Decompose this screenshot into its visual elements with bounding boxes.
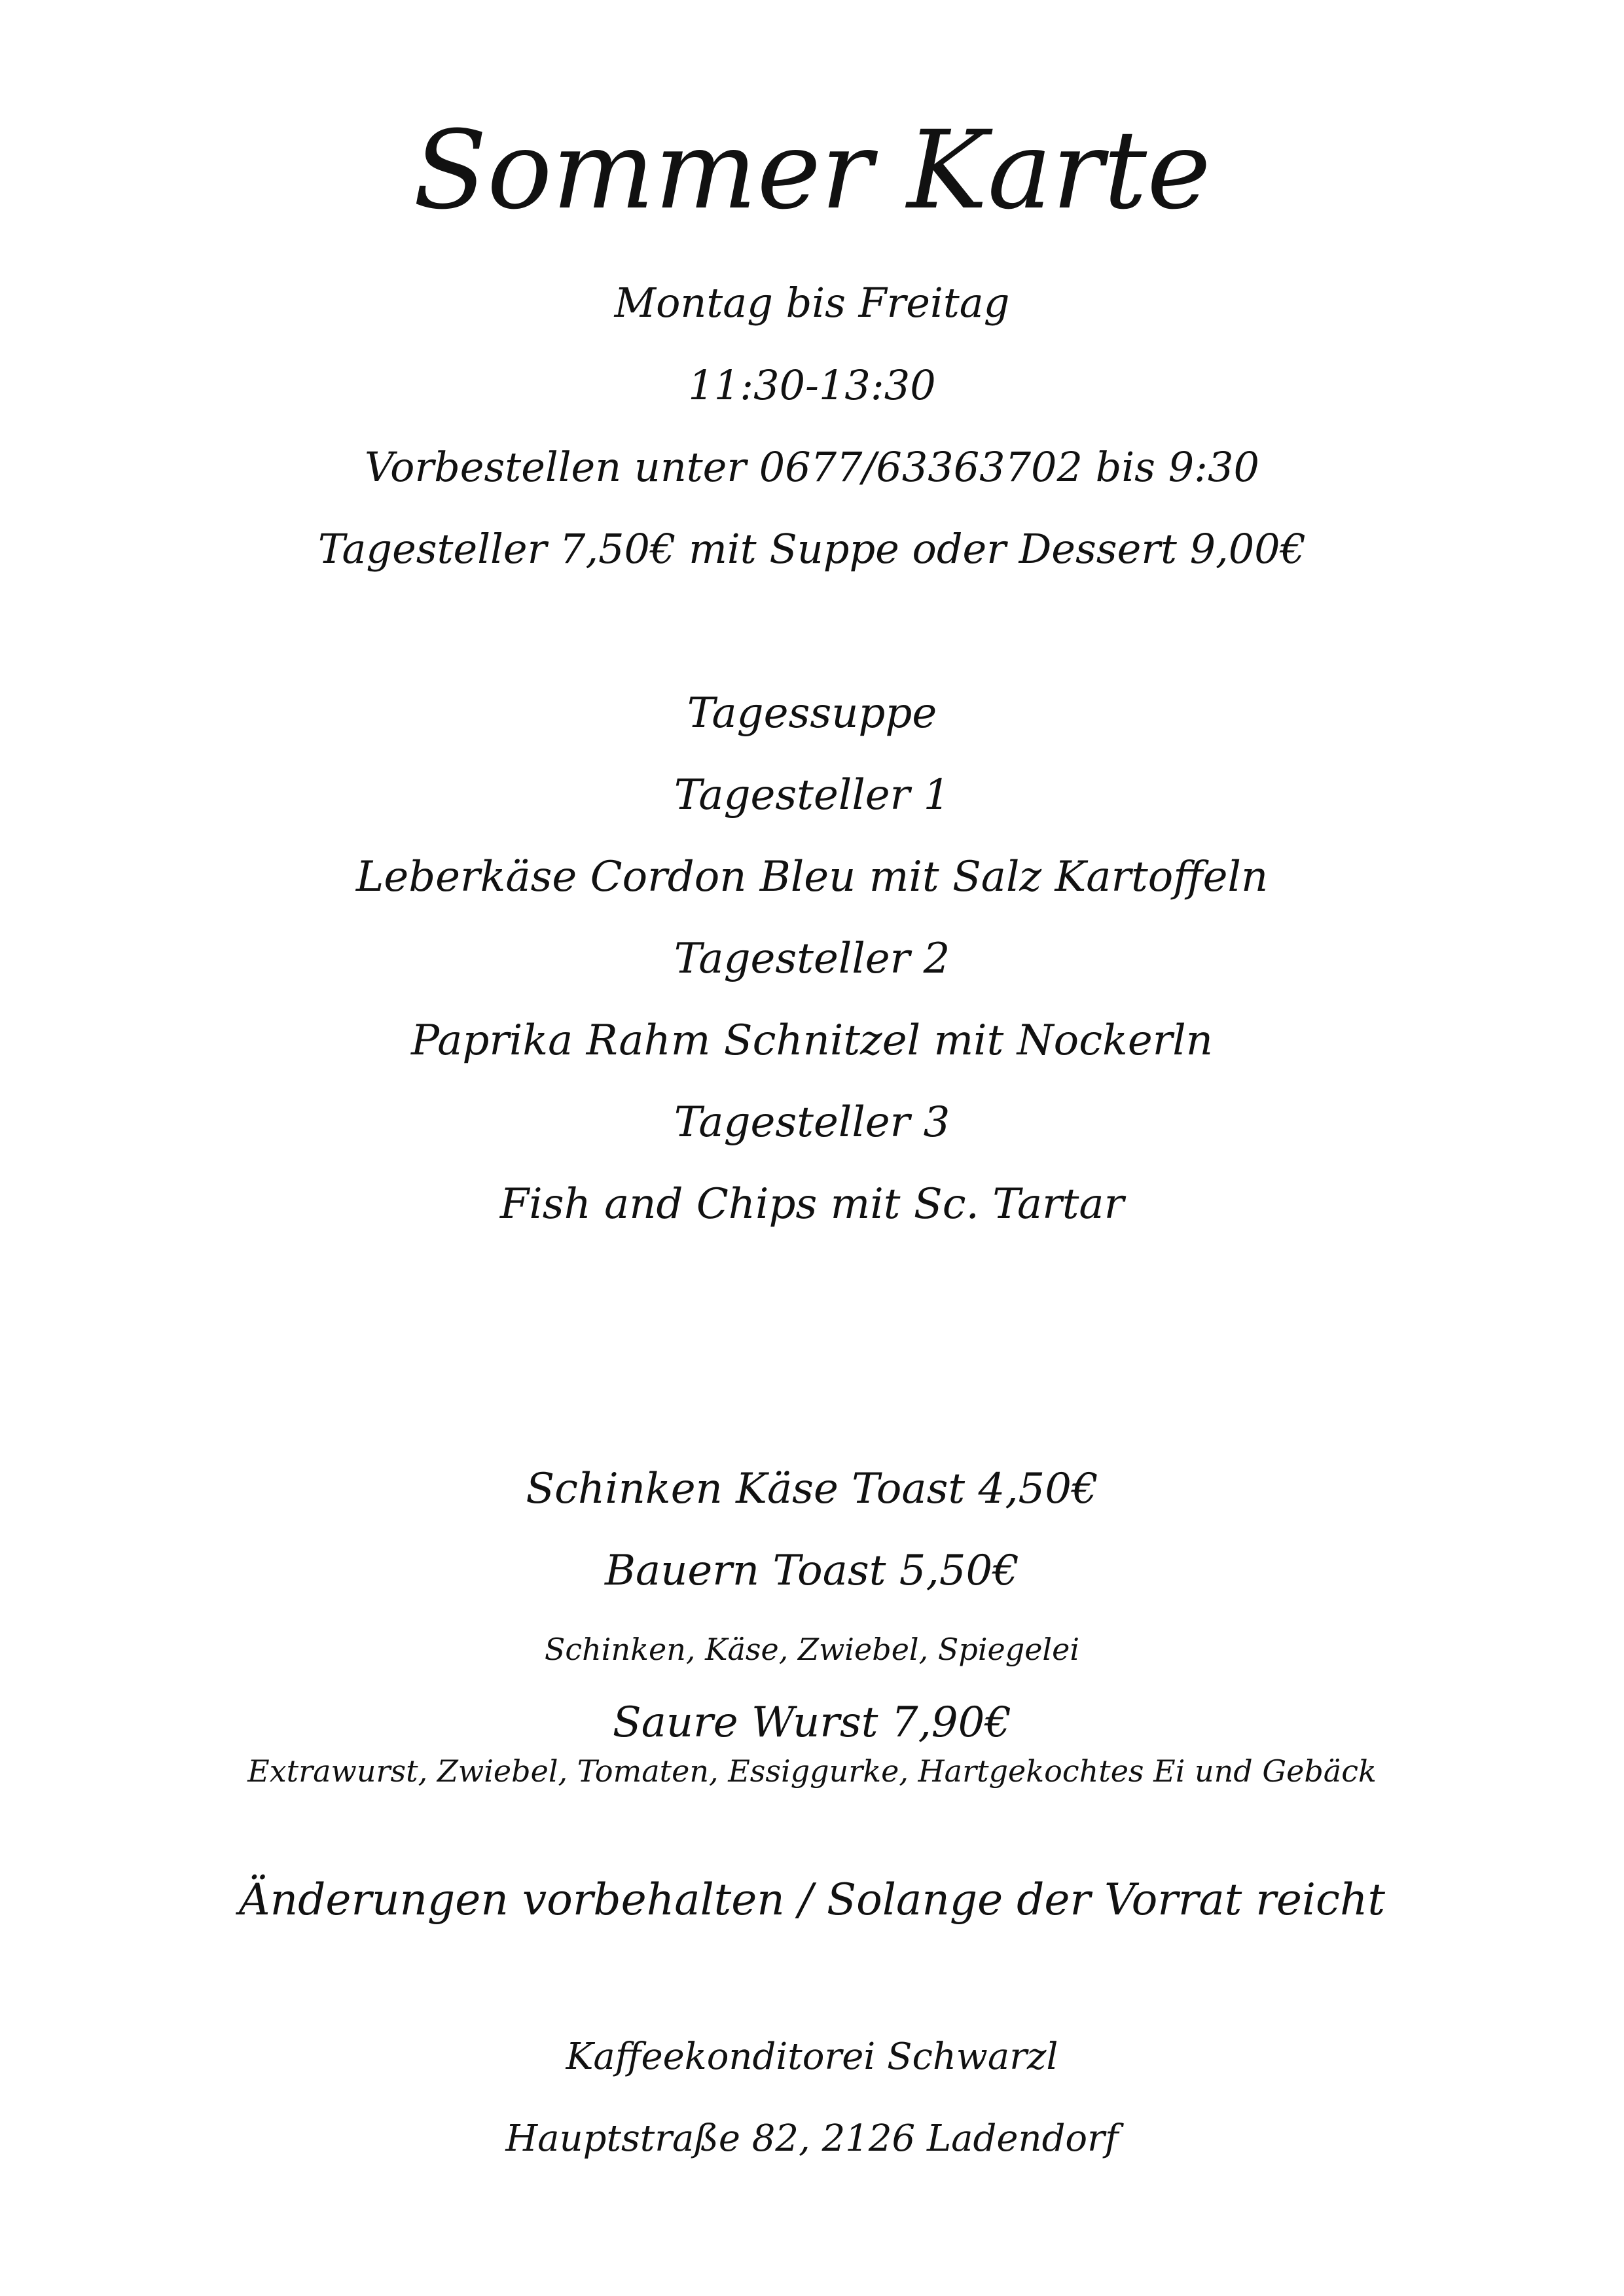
opening-days: Montag bis Freitag <box>614 279 1010 327</box>
snack-2-name: Bauern Toast 5,50€ <box>605 1547 1019 1595</box>
dish-3-name: Fish and Chips mit Sc. Tartar <box>499 1180 1125 1229</box>
snack-3-description: Extrawurst, Zwiebel, Tomaten, Essiggurke, Hartgekochtes Ei und Gebäck <box>247 1753 1377 1789</box>
dish-3-label: Tagesteller 3 <box>674 1098 950 1147</box>
dish-1-name: Leberkäse Cordon Bleu mit Salz Kartoffeln <box>355 853 1269 901</box>
snack-3-name: Saure Wurst 7,90€ <box>612 1698 1012 1747</box>
preorder-info: Vorbestellen unter 0677/63363702 bis 9:30 <box>365 443 1259 491</box>
soup-label: Tagessuppe <box>687 689 937 738</box>
dish-2-label: Tagesteller 2 <box>674 935 950 983</box>
opening-hours: 11:30-13:30 <box>688 361 936 409</box>
snack-1-name: Schinken Käse Toast 4,50€ <box>526 1465 1098 1513</box>
dish-1-label: Tagesteller 1 <box>674 771 950 819</box>
business-name: Kaffeekonditorei Schwarzl <box>566 2036 1058 2078</box>
dish-2-name: Paprika Rahm Schnitzel mit Nockerln <box>411 1016 1213 1065</box>
business-address: Hauptstraße 82, 2126 Ladendorf <box>505 2117 1119 2160</box>
pricing-info: Tagesteller 7,50€ mit Suppe oder Dessert 9,00€ <box>317 525 1307 573</box>
notice: Änderungen vorbehalten / Solange der Vorrat reicht <box>239 1874 1385 1925</box>
snack-2-description: Schinken, Käse, Zwiebel, Spiegelei <box>544 1632 1080 1667</box>
page-title: Sommer Karte <box>413 107 1211 233</box>
